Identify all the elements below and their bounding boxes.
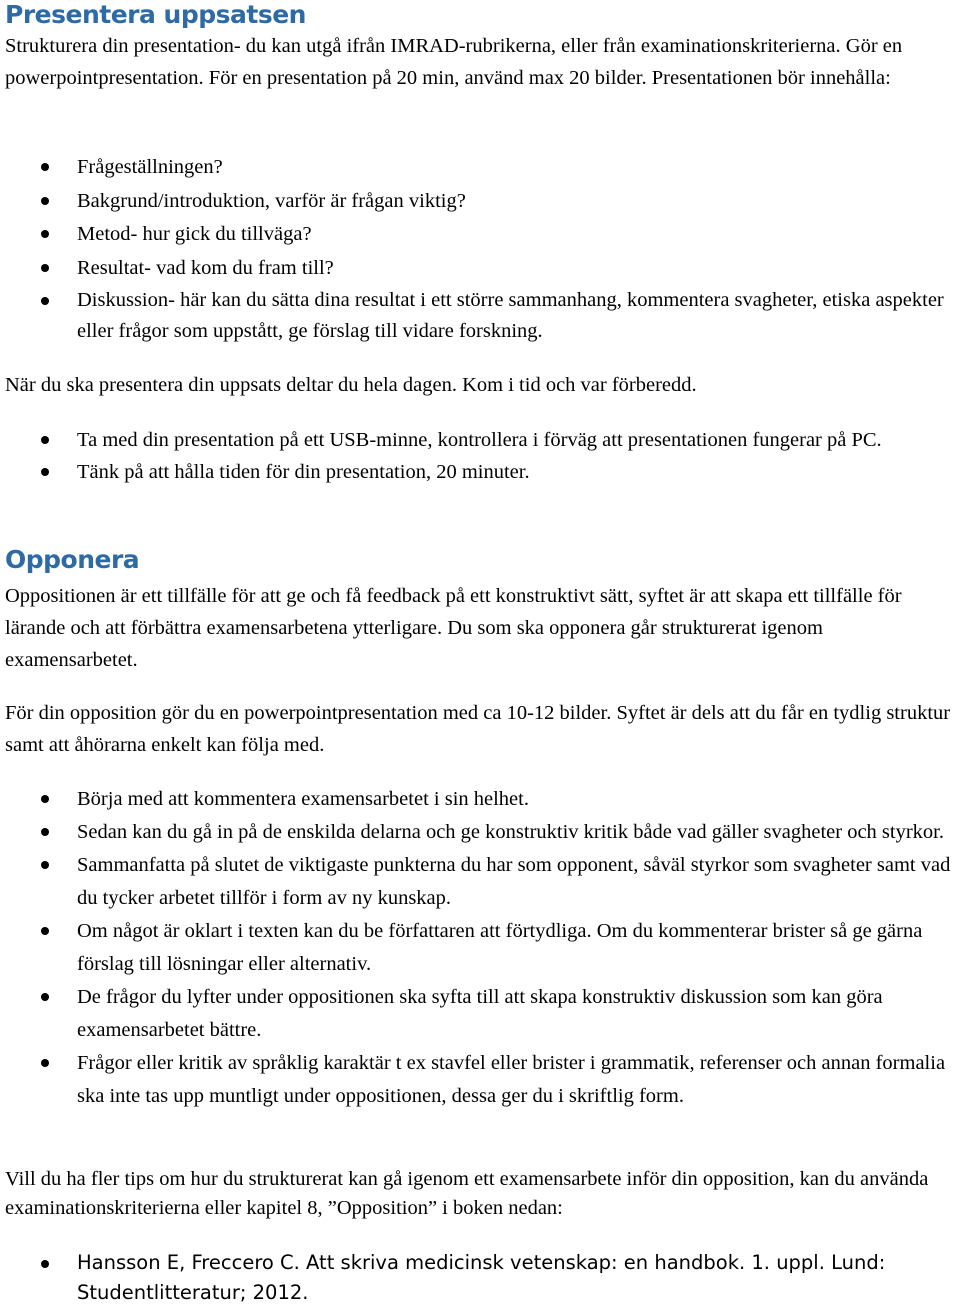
list-item: De frågor du lyfter under oppositionen ska syfta till att skapa konstruktiv diskussion som kan göra examensarbetet bättre. xyxy=(0,981,957,1047)
opposition-paragraph-2: För din opposition gör du en powerpointpresentation med ca 10-12 bilder. Syftet är dels att du får en tydlig struktur samt att åhörarna enkelt kan följa med. xyxy=(5,702,951,756)
intro-paragraph: Strukturera din presentation- du kan utgå ifrån IMRAD-rubrikerna, eller från examinationskriterierna. Gör en powerpointpresentation. För en presentation på 20 min, använd max 20 bilder. Presentationen bör innehålla: xyxy=(5,35,903,89)
bullet-icon xyxy=(41,1260,49,1268)
bullet-icon xyxy=(41,436,49,444)
reference-list xyxy=(0,1248,960,1308)
bullet-icon xyxy=(41,230,49,238)
section-heading-presentera: Presentera uppsatsen xyxy=(5,0,306,29)
bullet-icon xyxy=(41,1059,49,1067)
list-item: Frågor eller kritik av språklig karaktär t ex stavfel eller brister i grammatik, referenser och annan formalia ska inte tas upp muntligt under oppositionen, dessa ger du i skriftlig form. xyxy=(0,1047,957,1113)
bullet-icon xyxy=(41,297,49,305)
bullet-icon xyxy=(41,993,49,1001)
bullet-icon xyxy=(41,927,49,935)
list-item: Metod- hur gick du tillväga? xyxy=(0,218,957,252)
bullet-icon xyxy=(41,264,49,272)
list-item: Om något är oklart i texten kan du be författaren att förtydliga. Om du kommenterar brister så ge gärna förslag till lösningar eller alternativ. xyxy=(0,915,957,981)
list-item: Sammanfatta på slutet de viktigaste punkterna du har som opponent, såväl styrkor som svagheter samt vad du tycker arbetet tillför i form av ny kunskap. xyxy=(0,849,957,915)
presentation-content-list xyxy=(0,151,960,347)
list-item: Ta med din presentation på ett USB-minne, kontrollera i förväg att presentationen fungerar på PC. xyxy=(0,424,957,456)
day-paragraph: När du ska presentera din uppsats deltar du hela dagen. Kom i tid och var förberedd. xyxy=(5,374,697,396)
bullet-icon xyxy=(41,795,49,803)
bullet-icon xyxy=(41,828,49,836)
bullet-icon xyxy=(41,468,49,476)
tips-paragraph: Vill du ha fler tips om hur du strukturerat kan gå igenom ett examensarbete inför din opposition, kan du använda examinationskriterierna eller kapitel 8, ”Opposition” i boken nedan: xyxy=(5,1168,929,1219)
list-item: Resultat- vad kom du fram till? xyxy=(0,252,957,286)
bullet-icon xyxy=(41,861,49,869)
list-item: Sedan kan du gå in på de enskilda delarna och ge konstruktiv kritik både vad gäller svagheter och styrkor. xyxy=(0,816,957,849)
list-item: Tänk på att hålla tiden för din presentation, 20 minuter. xyxy=(0,456,957,488)
list-item: Frågeställningen? xyxy=(0,151,957,185)
opposition-list xyxy=(0,783,960,1113)
list-item: Bakgrund/introduktion, varför är frågan viktig? xyxy=(0,185,957,219)
list-item: Börja med att kommentera examensarbetet i sin helhet. xyxy=(0,783,957,816)
list-item: Diskussion- här kan du sätta dina resultat i ett större sammanhang, kommentera svagheter, etiska aspekter eller frågor som uppstått, ge förslag till vidare forskning. xyxy=(0,285,957,347)
opposition-paragraph-1: Oppositionen är ett tillfälle för att ge och få feedback på ett konstruktivt sätt, syftet är att skapa ett tillfälle för lärande och att förbättra examensarbetena ytterligare. Du som ska opponera går strukturerat igenom examensarbetet. xyxy=(5,585,902,671)
bullet-icon xyxy=(41,197,49,205)
day-list xyxy=(0,424,960,488)
reference-item: Hansson E, Freccero C. Att skriva medicinsk vetenskap: en handbok. 1. uppl. Lund: Studentlitteratur; 2012. xyxy=(0,1248,957,1308)
bullet-icon xyxy=(41,163,49,171)
section-heading-opponera: Opponera xyxy=(5,545,140,574)
